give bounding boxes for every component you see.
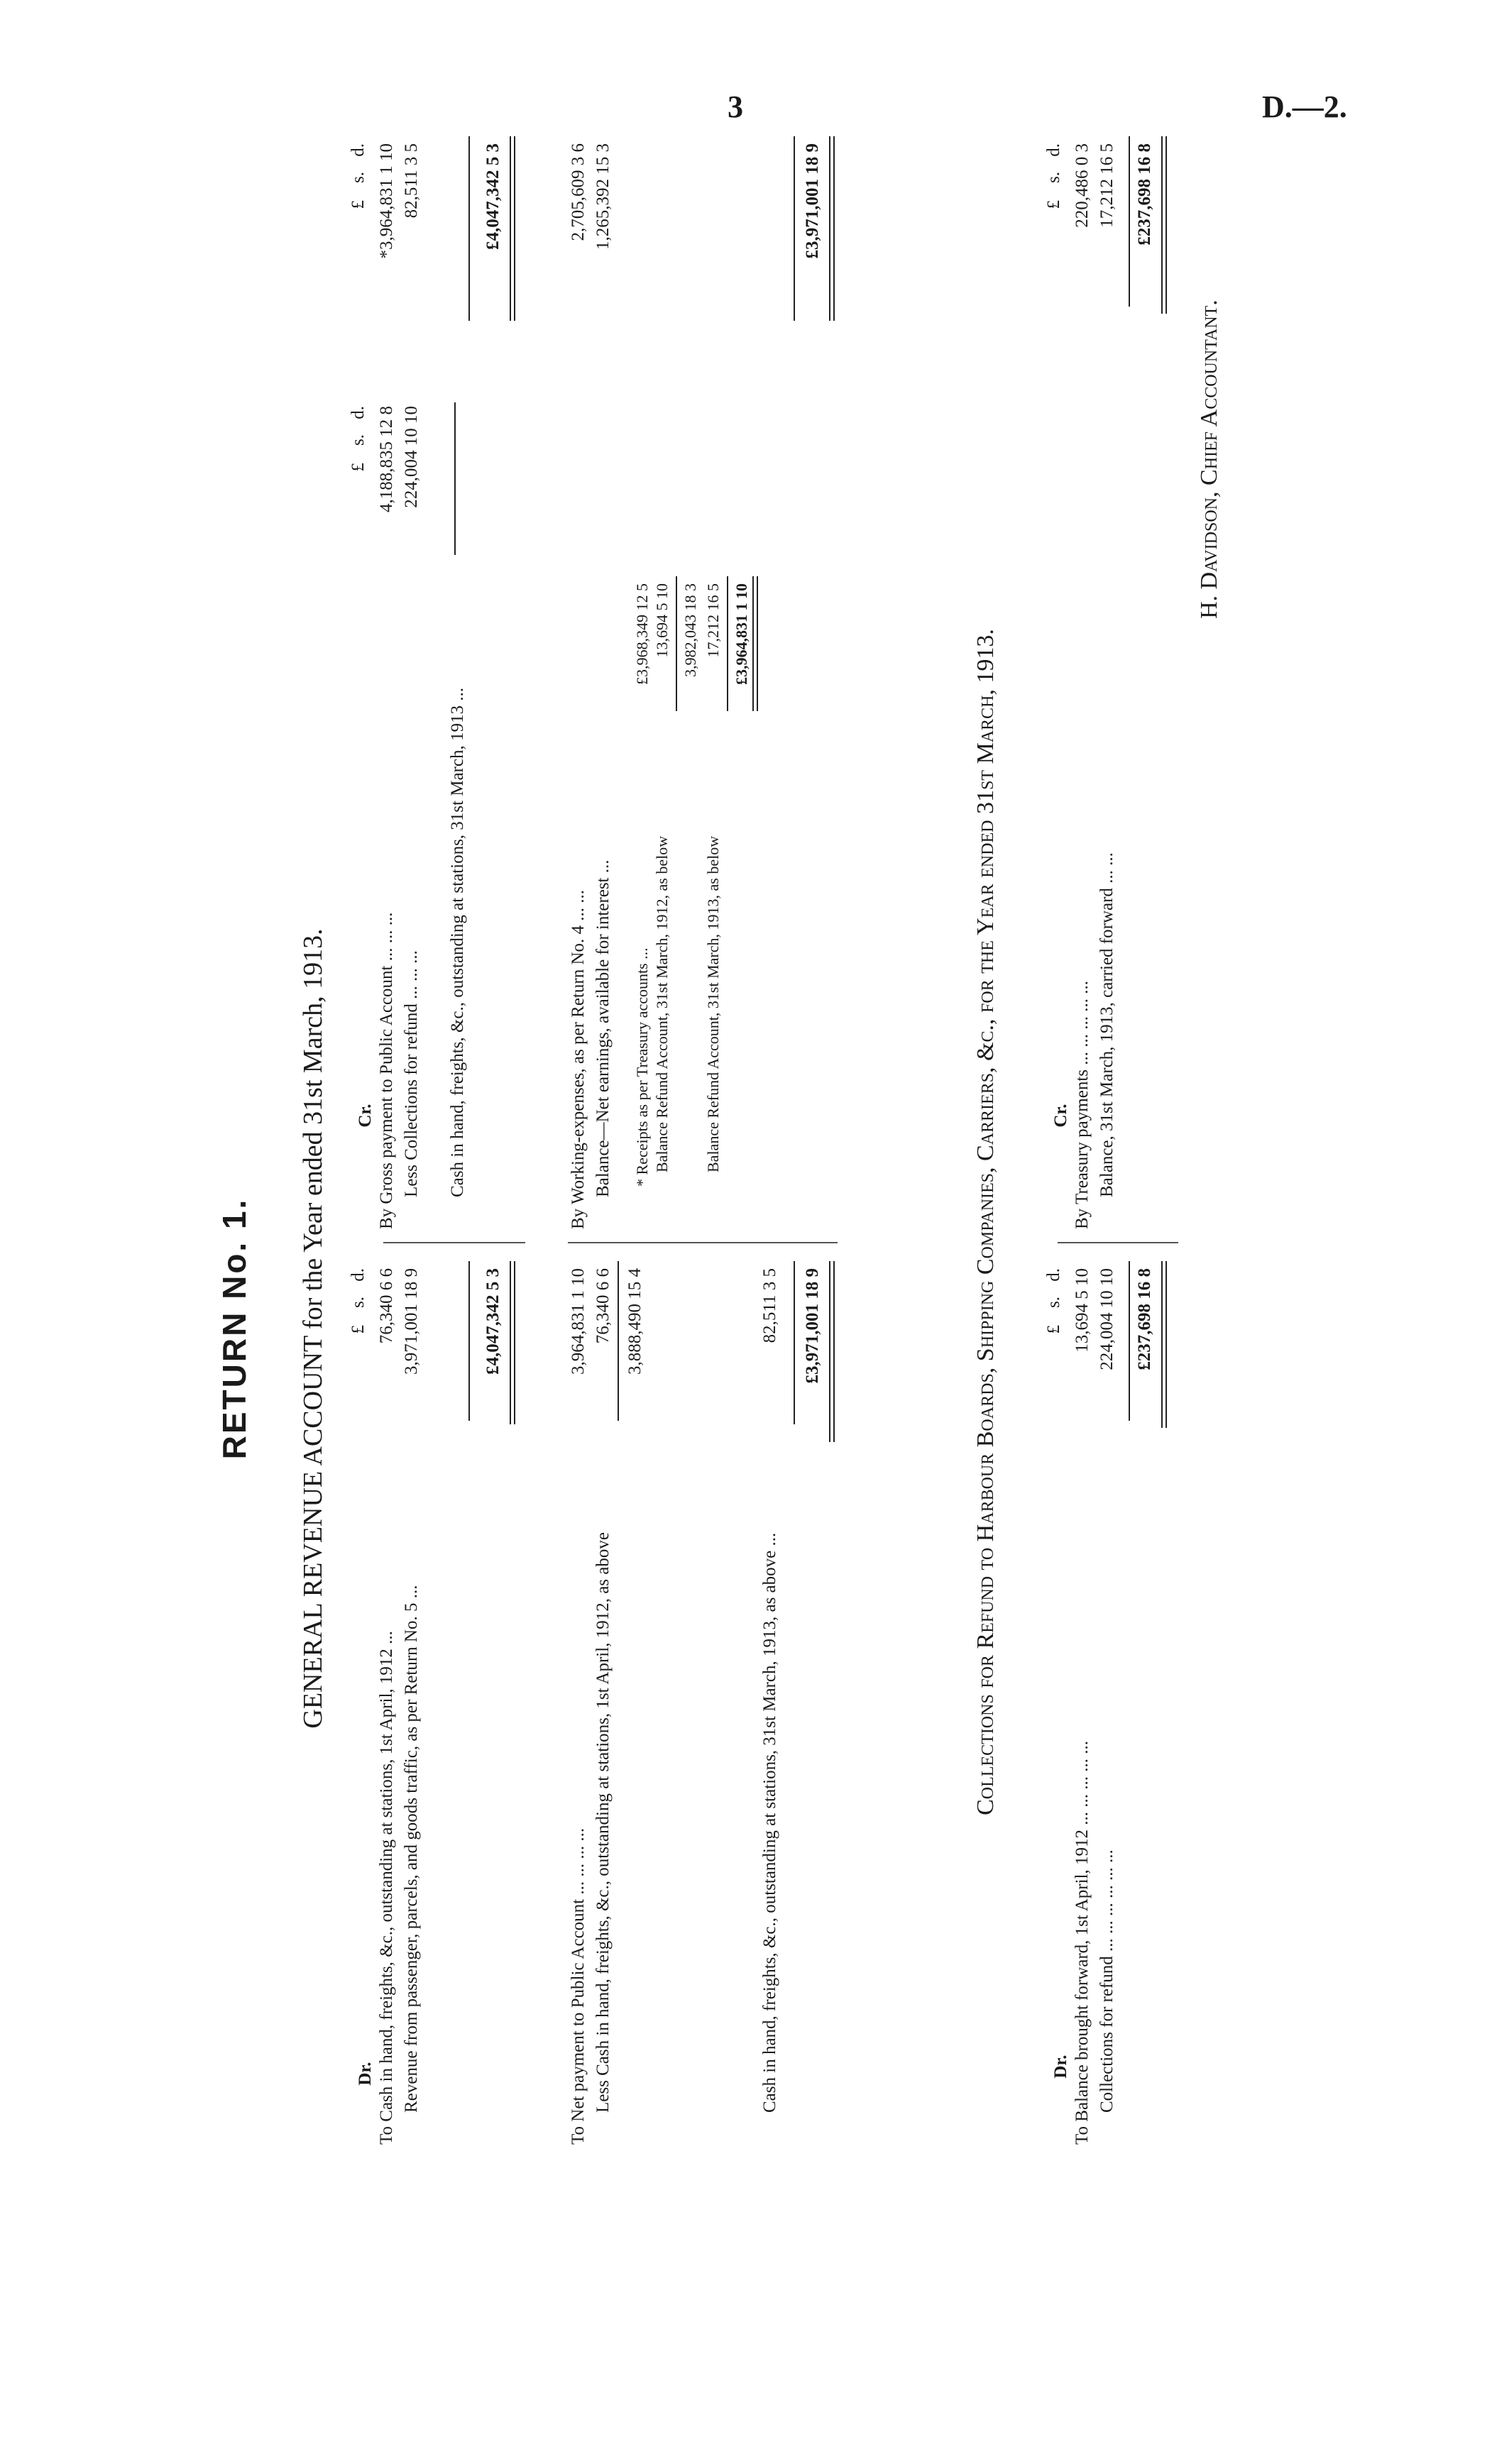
- refund-dr-line1: To Balance brought forward, 1st April, 1912 ... ... ... ... ...: [1073, 1741, 1092, 2145]
- cr-head-pounds-2: £: [349, 200, 368, 209]
- dr1-total: £4,047,342 5 3: [483, 1268, 503, 1375]
- refund-dr-total: £237,698 16 8: [1135, 1268, 1154, 1370]
- refund-cr-head-pounds: £: [1044, 200, 1063, 209]
- cr1-line1-amount: 4,188,835 12 8: [377, 406, 396, 512]
- dr-head-pounds: £: [349, 1325, 368, 1334]
- refund-dr-rule: [1129, 1261, 1130, 1421]
- cr2-total-top-rule: [794, 136, 795, 321]
- cr2-note-subtotal: 3,982,043 18 3: [681, 583, 699, 677]
- refund-cr-head-pence: d.: [1044, 143, 1063, 157]
- refund-cr-total-rule: [1161, 136, 1167, 314]
- dr1-line2: Revenue from passenger, parcels, and goods traffic, as per Return No. 5 ...: [402, 1585, 421, 2113]
- refund-dr-head-shillings: s.: [1044, 1297, 1063, 1308]
- account-title: GENERAL REVENUE ACCOUNT for the Year ended 31st March, 1913.: [298, 928, 328, 1729]
- cr1-line2-amount: 224,004 10 10: [402, 406, 421, 508]
- dr-head-shillings: s.: [349, 1297, 368, 1308]
- cr1-line3-amount: 82,511 3 5: [402, 143, 421, 219]
- refund-cr-line2: Balance, 31st March, 1913, carried forward ... ...: [1097, 852, 1117, 1197]
- cr1-subtotal: *3,964,831 1 10: [377, 143, 396, 259]
- cr2-line1: By Working-expenses, as per Return No. 4 ... ...: [569, 889, 588, 1229]
- refund-section-title: Collections for Refund to Harbour Boards, Shipping Companies, Carriers, &c., for the Year ended 31st March, 1913.: [972, 629, 999, 1815]
- refund-cr-line1: By Treasury payments ... ... ... ... ...: [1073, 981, 1092, 1229]
- dr-label: Dr.: [356, 2062, 375, 2086]
- cr1-total-rule: [510, 136, 515, 321]
- cr2-line1-amount: 2,705,609 3 6: [569, 143, 588, 241]
- dr2-net: 3,888,490 15 4: [625, 1268, 644, 1375]
- cr1-total: £4,047,342 5 3: [483, 143, 503, 250]
- refund-cr-label: Cr.: [1051, 1104, 1070, 1128]
- refund-cr-line1-amount: 220,486 0 3: [1073, 143, 1092, 228]
- cr2-line2-amount: 1,265,392 15 3: [593, 143, 613, 250]
- cr-head-pence-1: d.: [349, 406, 368, 419]
- dr2-line2: Less Cash in hand, freights, &c., outstanding at stations, 1st April, 1912, as above: [593, 1532, 613, 2113]
- dr1-line1-amount: 76,340 6 6: [377, 1268, 396, 1344]
- dr2-line1-amount: 3,964,831 1 10: [569, 1268, 588, 1375]
- refund-dr-total-rule: [1161, 1261, 1167, 1428]
- cr2-note-total-rule: [752, 576, 758, 711]
- dr2-total-rule: [829, 1261, 835, 1442]
- refund-cr-rule: [1129, 136, 1130, 307]
- cr1-total-top-rule: [468, 136, 470, 321]
- cr2-note3-amount: 17,212 16 5: [704, 583, 722, 658]
- dr2-total-top-rule: [794, 1261, 795, 1424]
- refund-cr-head-shillings: s.: [1044, 172, 1063, 183]
- cr1-line2: Less Collections for refund ... ... ...: [402, 950, 421, 1197]
- cr-head-pounds-1: £: [349, 463, 368, 472]
- dr1-line2-amount: 3,971,001 18 9: [402, 1268, 421, 1375]
- cr2-note1-amount: £3,968,349 12 5: [633, 583, 651, 685]
- cr1-line1: By Gross payment to Public Account ... ... ...: [377, 912, 396, 1229]
- cr2-note2: Balance Refund Account, 31st March, 1912, as below: [653, 835, 671, 1172]
- refund-cr-total: £237,698 16 8: [1135, 143, 1154, 246]
- column-divider-top: [383, 1242, 525, 1243]
- dr2-line3-amount: 82,511 3 5: [760, 1268, 779, 1343]
- cr-label: Cr.: [356, 1104, 375, 1128]
- cr2-total: £3,971,001 18 9: [803, 143, 822, 259]
- cr2-note3: Balance Refund Account, 31st March, 1913, as below: [704, 835, 722, 1172]
- cr2-total-rule: [829, 136, 835, 321]
- cr2-note-total: £3,964,831 1 10: [733, 583, 750, 685]
- dr2-rule: [618, 1261, 619, 1421]
- refund-dr-head-pence: d.: [1044, 1268, 1063, 1282]
- cr2-note2-amount: 13,694 5 10: [653, 583, 671, 658]
- cr1-line3: Cash in hand, freights, &c., outstanding at stations, 31st March, 1913 ...: [448, 688, 467, 1197]
- document-reference: D.—2.: [1262, 89, 1347, 124]
- refund-dr-head-pounds: £: [1044, 1325, 1063, 1334]
- dr1-total-rule: [510, 1261, 515, 1424]
- column-divider-bottom: [568, 1242, 838, 1243]
- refund-dr-line2: Collections for refund ... ... ... ... ... ...: [1097, 1849, 1117, 2113]
- cr2-line2: Balance—Net earnings, available for interest ...: [593, 859, 613, 1197]
- signature: H. Davidson, Chief Accountant.: [1196, 299, 1222, 619]
- return-title: RETURN No. 1.: [216, 1197, 253, 1460]
- page-number: 3: [728, 89, 743, 124]
- dr2-total: £3,971,001 18 9: [803, 1268, 822, 1384]
- refund-cr-line2-amount: 17,212 16 5: [1097, 143, 1117, 228]
- cr-head-shillings-1: s.: [349, 434, 368, 446]
- dr2-line3: Cash in hand, freights, &c., outstanding at stations, 31st March, 1913, as above ...: [760, 1532, 779, 2113]
- dr2-line2-amount: 76,340 6 6: [593, 1268, 613, 1344]
- cr2-note1: * Receipts as per Treasury accounts ...: [633, 947, 651, 1187]
- cr2-note-total-top-rule: [727, 576, 728, 711]
- cr-head-pence-2: d.: [349, 143, 368, 157]
- dr-head-pence: d.: [349, 1268, 368, 1282]
- cr1-rule: [454, 402, 456, 555]
- refund-dr-line1-amount: 13,694 5 10: [1073, 1268, 1092, 1353]
- cr-head-shillings-2: s.: [349, 172, 368, 183]
- refund-dr-label: Dr.: [1051, 2055, 1070, 2079]
- dr1-line1: To Cash in hand, freights, &c., outstanding at stations, 1st April, 1912 ...: [377, 1631, 396, 2145]
- dr1-rule: [468, 1261, 470, 1421]
- cr2-note-rule: [676, 576, 677, 711]
- refund-column-divider: [1058, 1242, 1178, 1243]
- dr2-line1: To Net payment to Public Account ... ... ... ...: [569, 1827, 588, 2145]
- refund-dr-line2-amount: 224,004 10 10: [1097, 1268, 1117, 1370]
